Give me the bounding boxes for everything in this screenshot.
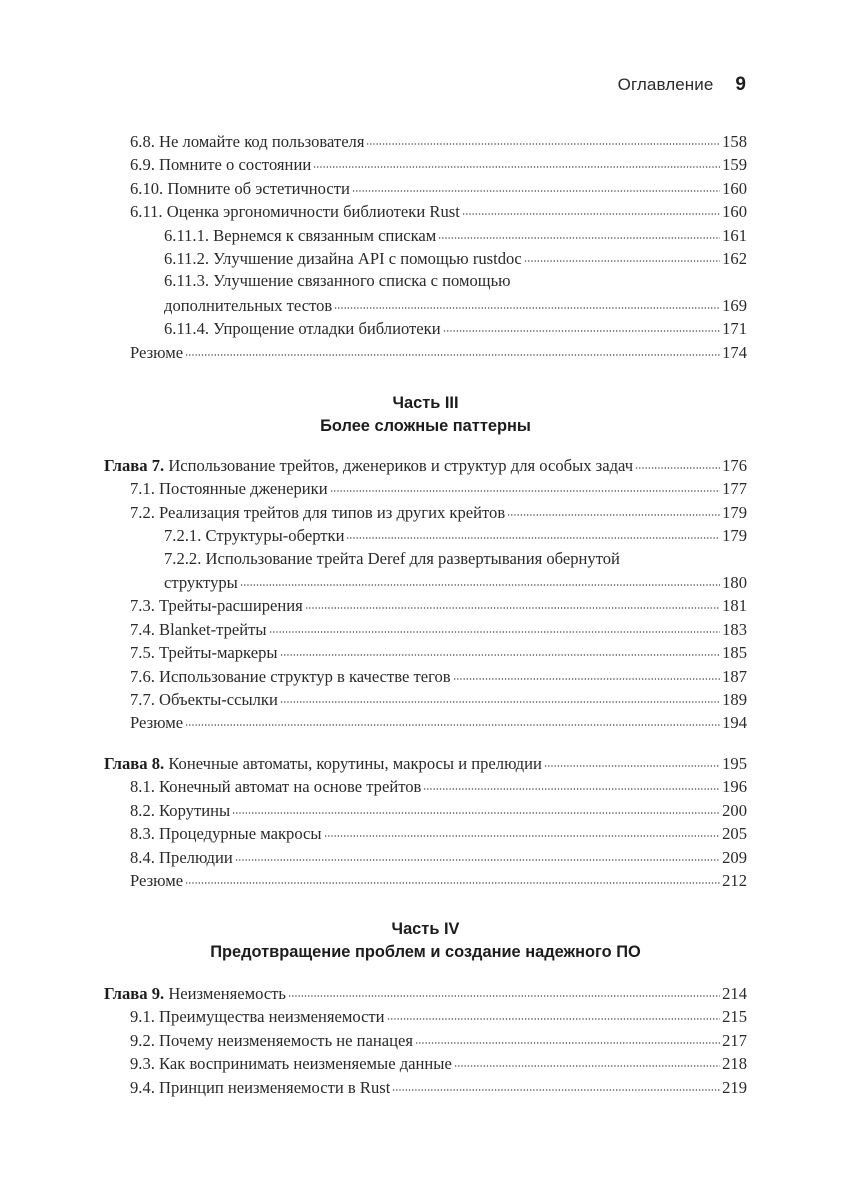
toc-entry-label: 9.1. Преимущества неизменяемости <box>130 1007 385 1027</box>
toc-entry-page: 200 <box>722 800 747 820</box>
toc-entry-label: 6.9. Помните о состоянии <box>130 155 312 175</box>
chapter-title: Неизменяемость <box>168 984 287 1003</box>
dot-leader <box>288 980 720 998</box>
toc-entry-page: 218 <box>722 1054 747 1074</box>
chapter-prefix: Глава 7. <box>104 456 165 475</box>
dot-leader <box>185 339 720 357</box>
toc-entry[interactable] <box>104 476 747 499</box>
toc-entry-label: Резюме <box>130 870 184 890</box>
dot-leader <box>232 797 720 815</box>
toc-entry-page: 161 <box>722 225 747 245</box>
toc-entry-page: 214 <box>722 984 747 1003</box>
toc-entry-page: 185 <box>722 643 747 663</box>
toc-entry[interactable] <box>104 223 747 246</box>
toc-entry-label: 7.2.1. Структуры-обертки <box>164 526 345 546</box>
part-title: Часть IV <box>391 920 460 938</box>
toc-entry[interactable] <box>104 152 747 175</box>
dot-leader <box>415 1027 720 1045</box>
toc-entry-page: 169 <box>722 295 747 315</box>
toc-entry-label: 6.11.1. Вернемся к связанным спискам <box>164 225 437 245</box>
toc-entry-page: 219 <box>722 1077 747 1097</box>
page-number: 9 <box>735 74 746 95</box>
toc-entry-first-line <box>104 547 747 570</box>
toc-entry-summary[interactable] <box>104 868 747 891</box>
dot-leader <box>454 1050 720 1068</box>
dot-leader <box>423 773 720 791</box>
toc-entry-page: 179 <box>722 502 747 522</box>
dot-leader <box>324 820 721 838</box>
toc-entry[interactable] <box>104 1051 747 1074</box>
toc-entry-label: 7.5. Трейты-маркеры <box>130 643 278 663</box>
dot-leader <box>280 686 720 704</box>
toc-entry-label: 9.3. Как воспринимать неизменяемые данные <box>130 1054 452 1074</box>
toc-entry-page: 158 <box>722 132 747 151</box>
toc-entry-page: 159 <box>722 155 747 175</box>
toc-entry-label: 6.11.4. Упрощение отладки библиотеки <box>164 319 441 339</box>
toc-entry-label: 7.3. Трейты-расширения <box>130 596 303 616</box>
dot-leader <box>352 175 720 193</box>
dot-leader <box>462 198 720 216</box>
chapter-prefix: Глава 8. <box>104 754 165 773</box>
toc-entry[interactable] <box>104 617 747 640</box>
chapter-title: Использование трейтов, дженериков и структур для особых задач <box>168 456 634 475</box>
toc-entry-last-line <box>104 293 747 316</box>
toc-entry-label: 7.2. Реализация трейтов для типов из других крейтов <box>130 502 506 522</box>
toc-entry-summary[interactable] <box>104 340 747 363</box>
toc-entry-page: 209 <box>722 847 747 867</box>
running-head-title: Оглавление <box>617 75 714 94</box>
dot-leader <box>240 569 720 587</box>
toc-entry[interactable] <box>104 1004 747 1027</box>
toc-entry[interactable] <box>104 845 747 868</box>
toc-entry-page: 205 <box>722 824 747 844</box>
dot-leader <box>366 128 720 146</box>
toc-entry[interactable] <box>104 687 747 710</box>
toc-entry-summary[interactable] <box>104 710 747 733</box>
toc-entry-label: 8.1. Конечный автомат на основе трейтов <box>130 777 422 797</box>
toc-chapter-9 <box>104 981 747 1098</box>
toc-entry[interactable] <box>104 316 747 339</box>
toc-entry-page: 171 <box>722 319 747 339</box>
dot-leader <box>443 315 721 333</box>
toc-entry[interactable] <box>104 640 747 663</box>
toc-entry[interactable] <box>104 664 747 687</box>
toc-chapter-entry[interactable] <box>104 751 747 774</box>
toc-entry-page: 160 <box>722 178 747 198</box>
toc-entry-label: 7.7. Объекты-ссылки <box>130 689 278 709</box>
toc-entry-page: 215 <box>722 1007 747 1027</box>
chapter-prefix: Глава 9. <box>104 984 165 1003</box>
toc-entry-page: 177 <box>722 479 747 499</box>
dot-leader <box>269 616 721 634</box>
toc-entry-page: 183 <box>722 619 747 639</box>
dot-leader <box>330 475 721 493</box>
toc-entry[interactable] <box>104 199 747 222</box>
dot-leader <box>305 592 720 610</box>
toc-entry-page: 174 <box>722 342 747 362</box>
toc-entry-label: 8.3. Процедурные макросы <box>130 824 322 844</box>
dot-leader <box>346 522 720 540</box>
toc-entry-multiline[interactable] <box>104 547 747 594</box>
toc-entry-label: 6.11. Оценка эргономичности библиотеки Rust <box>130 202 460 222</box>
toc-entry[interactable] <box>104 821 747 844</box>
dot-leader <box>635 452 720 470</box>
dot-leader <box>280 639 721 657</box>
chapter-title: Конечные автоматы, корутины, макросы и прелюдии <box>168 754 542 773</box>
toc-chapter-6-continuation <box>104 129 747 363</box>
toc-entry-page: 196 <box>722 777 747 797</box>
toc-entry-page: 217 <box>722 1030 747 1050</box>
part-subtitle: Более сложные паттерны <box>320 417 531 435</box>
part-heading-3 <box>104 392 747 438</box>
toc-entry-label: 9.4. Принцип неизменяемости в Rust <box>130 1077 391 1097</box>
toc-entry[interactable] <box>104 523 747 546</box>
toc-chapter-8 <box>104 751 747 891</box>
toc-entry[interactable] <box>104 774 747 797</box>
toc-entry-label: Резюме <box>130 713 184 733</box>
dot-leader <box>544 750 720 768</box>
toc-entry-label: 7.1. Постоянные дженерики <box>130 479 328 499</box>
dot-leader <box>235 844 720 862</box>
toc-entry-page: 212 <box>722 870 747 890</box>
toc-entry-label-line1: 7.2.2. Использование трейта Deref для развертывания обернутой <box>164 548 620 568</box>
dot-leader <box>185 709 720 727</box>
toc-chapter-entry[interactable] <box>104 453 747 476</box>
toc-entry-multiline[interactable] <box>104 269 747 316</box>
toc-entry[interactable] <box>104 798 747 821</box>
toc-entry[interactable] <box>104 1028 747 1051</box>
toc-entry-page: 189 <box>722 689 747 709</box>
part-subtitle: Предотвращение проблем и создание надежного ПО <box>210 943 641 961</box>
toc-entry-label: структуры <box>164 572 238 592</box>
toc-entry[interactable] <box>104 246 747 269</box>
toc-entry-page: 176 <box>722 456 747 475</box>
toc-entry[interactable] <box>104 500 747 523</box>
toc-entry-label: 6.11.2. Улучшение дизайна API с помощью rustdoc <box>164 248 522 268</box>
toc-entry-label: 7.6. Использование структур в качестве тегов <box>130 666 451 686</box>
toc-entry-page: 194 <box>722 713 747 733</box>
toc-entry-page: 195 <box>722 754 747 773</box>
toc-entry-label-line1: 6.11.3. Улучшение связанного списка с помощью <box>164 271 511 291</box>
part-heading-4 <box>104 918 747 964</box>
dot-leader <box>453 663 720 681</box>
dot-leader <box>438 222 720 240</box>
toc-entry[interactable] <box>104 129 747 152</box>
dot-leader <box>392 1074 720 1092</box>
toc-entry[interactable] <box>104 176 747 199</box>
part-title: Часть III <box>392 394 459 412</box>
toc-entry[interactable] <box>104 593 747 616</box>
toc-entry-label: 6.8. Не ломайте код пользователя <box>130 132 365 151</box>
toc-entry-label: дополнительных тестов <box>164 295 333 315</box>
dot-leader <box>185 867 720 885</box>
toc-entry-page: 187 <box>722 666 747 686</box>
dot-leader <box>387 1003 721 1021</box>
toc-entry-last-line <box>104 570 747 593</box>
running-head <box>618 74 746 96</box>
toc-entry-label: Резюме <box>130 342 184 362</box>
toc-entry-label: 8.4. Прелюдии <box>130 847 233 867</box>
toc-entry-label: 6.10. Помните об эстетичности <box>130 178 350 198</box>
toc-entry-label: 7.4. Blanket-трейты <box>130 619 267 639</box>
dot-leader <box>524 245 720 263</box>
toc-entry-page: 160 <box>722 202 747 222</box>
toc-entry-first-line <box>104 269 747 292</box>
dot-leader <box>313 151 720 169</box>
toc-entry-page: 162 <box>722 248 747 268</box>
dot-leader <box>334 292 720 310</box>
toc-entry-page: 179 <box>722 526 747 546</box>
dot-leader <box>507 499 720 517</box>
toc-entry[interactable] <box>104 1075 747 1098</box>
toc-entry-page: 180 <box>722 572 747 592</box>
toc-entry-page: 181 <box>722 596 747 616</box>
toc-entry-label: 8.2. Корутины <box>130 800 231 820</box>
toc-chapter-7 <box>104 453 747 734</box>
toc-chapter-entry[interactable] <box>104 981 747 1004</box>
toc-entry-label: 9.2. Почему неизменяемость не панацея <box>130 1030 414 1050</box>
